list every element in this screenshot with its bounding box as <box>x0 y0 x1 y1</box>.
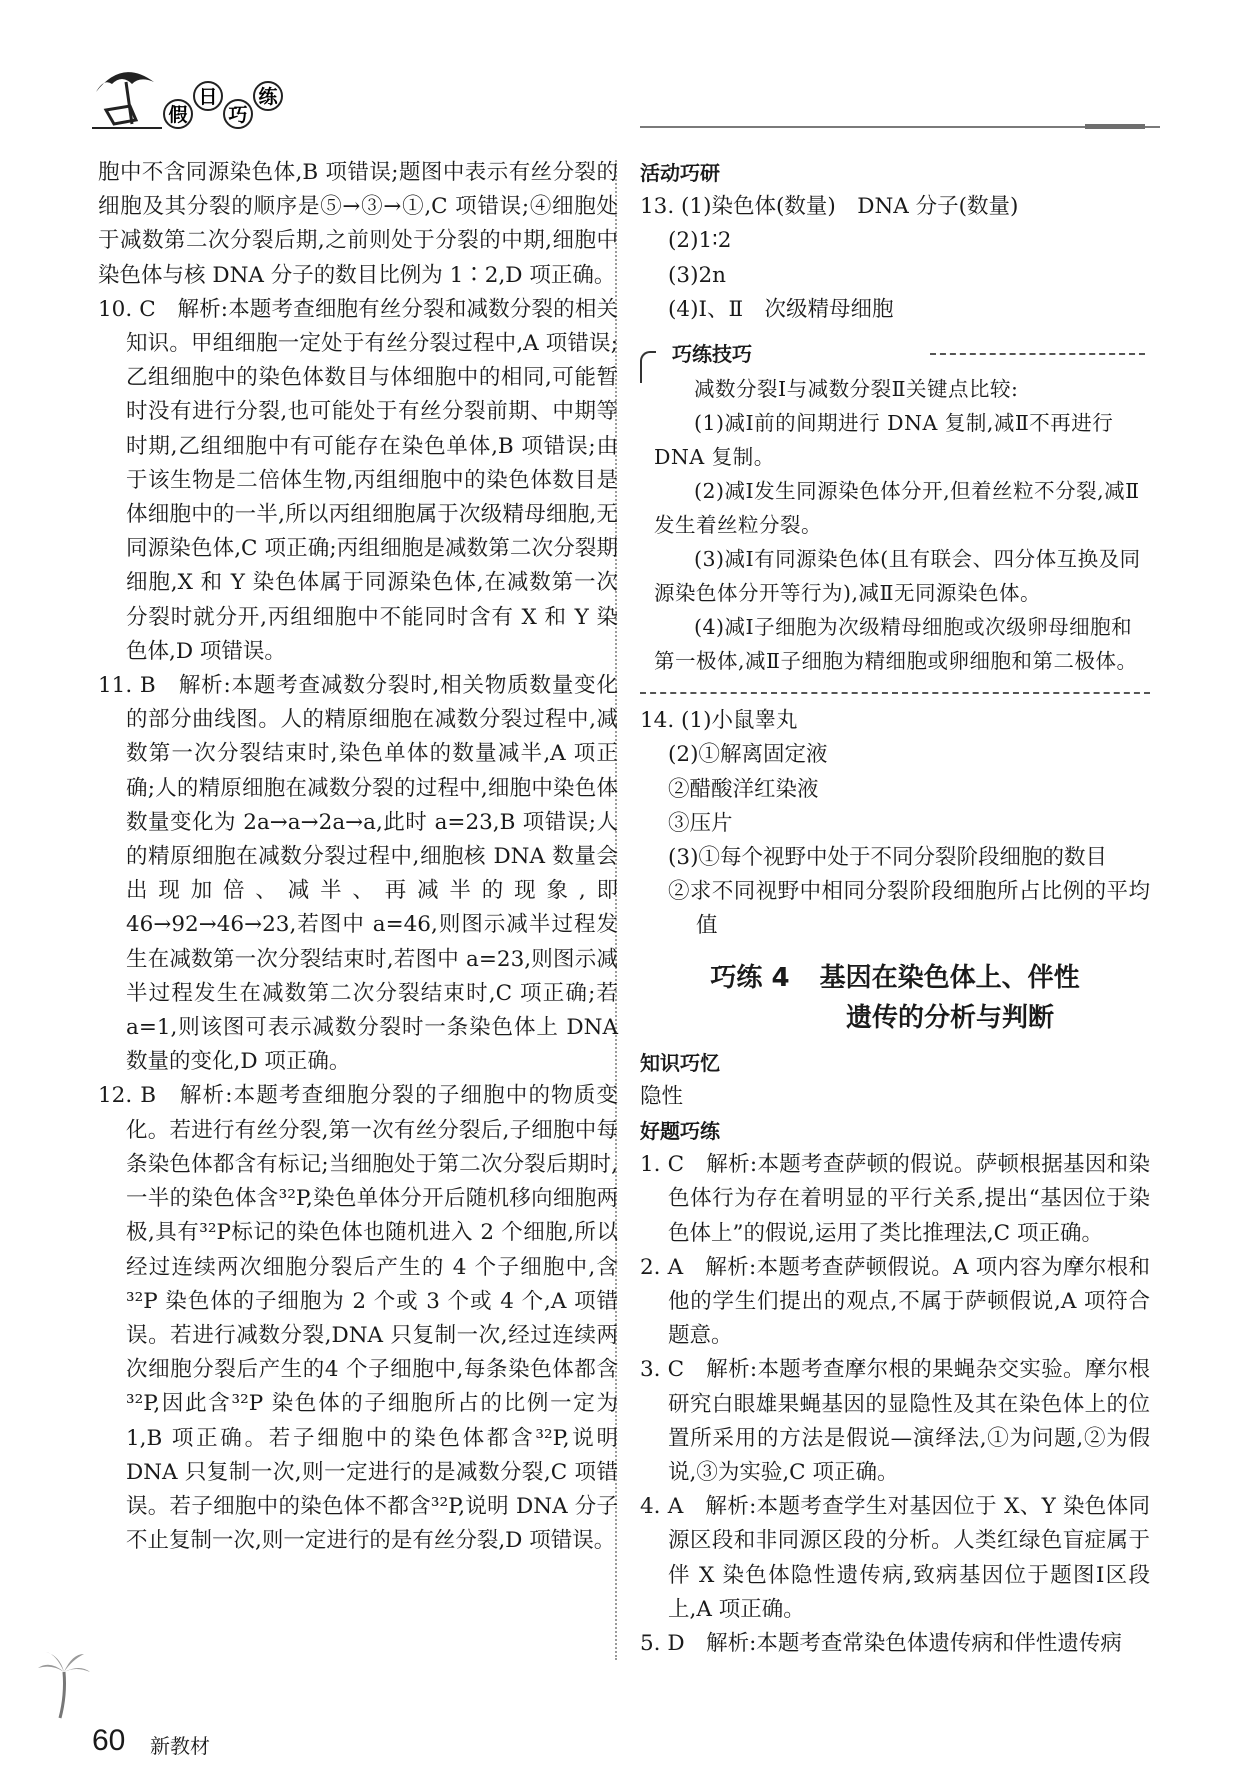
answer-item-12: 12. B 解析:本题考查细胞分裂的子细胞中的物质变化。若进行有丝分裂,第一次有丝分裂后,子细胞中每条染色体都含有标记;当细胞处于第二次分裂后期时,一半的染色体含³²P,染色单体分开后随机移向细胞两极,具有³²P标记的染色体也随机进入 2 个细胞,所以经过连续两次细胞分裂后产生的 4 个子细胞中,含³²P 染色体的子细胞为 2 个或 3 个或 4 个,A 项错误。若进行减数分裂,DNA 只复制一次,经过连续两次细胞分裂后产生的4 个子细胞中,每条染色体都含³²P,因此含³²P 染色体的子细胞所占的比例一定为 1,B 项正确。若子细胞中的染色体都含³²P,说明 DNA 只复制一次,则一定进行的是减数分裂,C 项错误。若子细胞中的染色体不都含³²P,说明 DNA 分子不止复制一次,则一定进行的是有丝分裂,D 项错误。 <box>98 1083 618 1554</box>
recall-answer: 隐性 <box>640 1083 684 1109</box>
chapter-title-line-2: 遗传的分析与判断 <box>845 1002 1054 1033</box>
q14-line-4: ③压片 <box>668 810 733 836</box>
logo-stamp-3 <box>224 100 252 128</box>
tips-box <box>640 333 1150 694</box>
q13-line-3: (3)2n <box>668 262 726 288</box>
tips-paragraph: (1)减Ⅰ前的间期进行 DNA 复制,减Ⅱ不再进行 DNA 复制。 <box>654 411 1114 470</box>
chapter-title-line-1: 基因在染色体上、伴性 <box>819 962 1080 993</box>
tips-paragraph: (2)减Ⅰ发生同源染色体分开,但着丝粒不分裂,减Ⅱ发生着丝粒分裂。 <box>654 479 1140 538</box>
q14-line-1: 14. (1)小鼠睾丸 <box>640 708 798 734</box>
tips-title: 巧练技巧 <box>672 342 752 367</box>
practice-item-5: 5. D 解析:本题考查常染色体遗传病和伴性遗传病 <box>640 1631 1122 1657</box>
chapter-number: 巧练 4 <box>710 962 790 993</box>
tips-paragraph: (4)减Ⅰ子细胞为次级精母细胞或次级卵母细胞和第一极体,减Ⅱ子细胞为精细胞或卵细胞和第二极体。 <box>654 615 1138 674</box>
svg-text:假: 假 <box>168 104 188 126</box>
header-rule-accent <box>1085 124 1145 129</box>
tips-paragraph: 减数分裂Ⅰ与减数分裂Ⅱ关键点比较: <box>694 377 1019 402</box>
header-rule <box>640 126 1160 128</box>
svg-text:日: 日 <box>198 86 218 108</box>
answer-item-10: 10. C 解析:本题考查细胞有丝分裂和减数分裂的相关知识。甲组细胞一定处于有丝分裂过程中,A 项错误;乙组细胞中的染色体数目与体细胞中的相同,可能暂时没有进行分裂,也可能处于有丝分裂前期、中期等时期,乙组细胞中有可能存在染色单体,B 项错误;由于该生物是二倍体生物,丙组细胞中的染色体数目是体细胞中的一半,所以丙组细胞属于次级精母细胞,无同源染色体,C 项正确;丙组细胞是减数第二次分裂期细胞,X 和 Y 染色体属于同源染色体,在减数第一次分裂时就分开,丙组细胞中不能同时含有 X 和 Y 染色体,D 项错误。 <box>98 296 618 664</box>
q14-line-3: ②醋酸洋红染液 <box>668 776 819 802</box>
umbrella-icon <box>92 72 162 128</box>
practice-item-2: 2. A 解析:本题考查萨顿假说。A 项内容为摩尔根和他的学生们提出的观点,不属于萨顿假说,A 项符合题意。 <box>640 1254 1150 1349</box>
tips-rule <box>930 353 1145 355</box>
answer-continuation: 胞中不含同源染色体,B 项错误;题图中表示有丝分裂的细胞及其分裂的顺序是⑤→③→①,C 项错误;④细胞处于减数第二次分裂后期,之前则处于分裂的中期,细胞中染色体与核 DNA 分子的数目比例为 1∶2,D 项正确。 <box>98 160 618 288</box>
q14-line-5: (3)①每个视野中处于不同分裂阶段细胞的数目 <box>668 845 1107 871</box>
q13-line-1: 13. (1)染色体(数量) DNA 分子(数量) <box>640 194 1019 220</box>
tips-paragraph: (3)减Ⅰ有同源染色体(且有联会、四分体互换及同源染色体分开等行为),减Ⅱ无同源染色体。 <box>654 547 1141 606</box>
logo-stamp-4 <box>254 82 282 110</box>
section-title-practice: 好题巧练 <box>640 1119 720 1144</box>
answer-item-11: 11. B 解析:本题考查减数分裂时,相关物质数量变化的部分曲线图。人的精原细胞在减数分裂过程中,减数第一次分裂结束时,染色单体的数量减半,A 项正确;人的精原细胞在减数分裂的过程中,细胞中染色体数量变化为 2a→a→2a→a,此时 a=23,B 项错误;人的精原细胞在减数分裂过程中,细胞核 DNA 数量会出现加倍、减半、再减半的现象,即 46→92→46→23,若图中 a=46,则图示减半过程发生在减数第一次分裂结束时,若图中 a=23,则图示减半过程发生在减数第二次分裂结束时,C 项正确;若 a=1,则该图可表示减数分裂时一条染色体上 DNA 数量的变化,D 项正确。 <box>98 673 618 1075</box>
header-logo <box>92 62 322 142</box>
q14-line-6: ②求不同视野中相同分裂阶段细胞所占比例的平均值 <box>668 879 1150 939</box>
practice-item-4: 4. A 解析:本题考查学生对基因位于 X、Y 染色体同源区段和非同源区段的分析。人类红绿色盲症属于伴 X 染色体隐性遗传病,致病基因位于题图Ⅰ区段上,A 项正确。 <box>640 1494 1150 1622</box>
page-number: 60 <box>92 1724 126 1757</box>
q13-line-2: (2)1∶2 <box>668 228 732 254</box>
edition-label: 新教材 <box>150 1734 210 1758</box>
logo-stamp-1 <box>164 100 192 128</box>
svg-text:巧: 巧 <box>228 104 248 126</box>
practice-item-3: 3. C 解析:本题考查摩尔根的果蝇杂交实验。摩尔根研究白眼雄果蝇基因的显隐性及其在染色体上的位置所采用的方法是假说—演绎法,①为问题,②为假说,③为实验,C 项正确。 <box>640 1357 1150 1486</box>
palm-tree-icon <box>36 1650 92 1720</box>
tips-corner <box>640 351 656 383</box>
q14-line-2: (2)①解离固定液 <box>668 742 828 768</box>
practice-item-1: 1. C 解析:本题考查萨顿的假说。萨顿根据基因和染色体行为存在着明显的平行关系,提出“基因位于染色体上”的假说,运用了类比推理法,C 项正确。 <box>640 1152 1150 1246</box>
right-column <box>640 156 1150 1661</box>
left-column <box>98 156 618 1558</box>
section-title-recall: 知识巧忆 <box>640 1050 720 1075</box>
section-title-activity: 活动巧研 <box>640 161 720 185</box>
q13-line-4: (4)Ⅰ、Ⅱ 次级精母细胞 <box>668 296 894 322</box>
logo-stamp-2 <box>194 82 222 110</box>
chapter-title <box>640 958 1150 1038</box>
svg-text:练: 练 <box>258 86 278 108</box>
